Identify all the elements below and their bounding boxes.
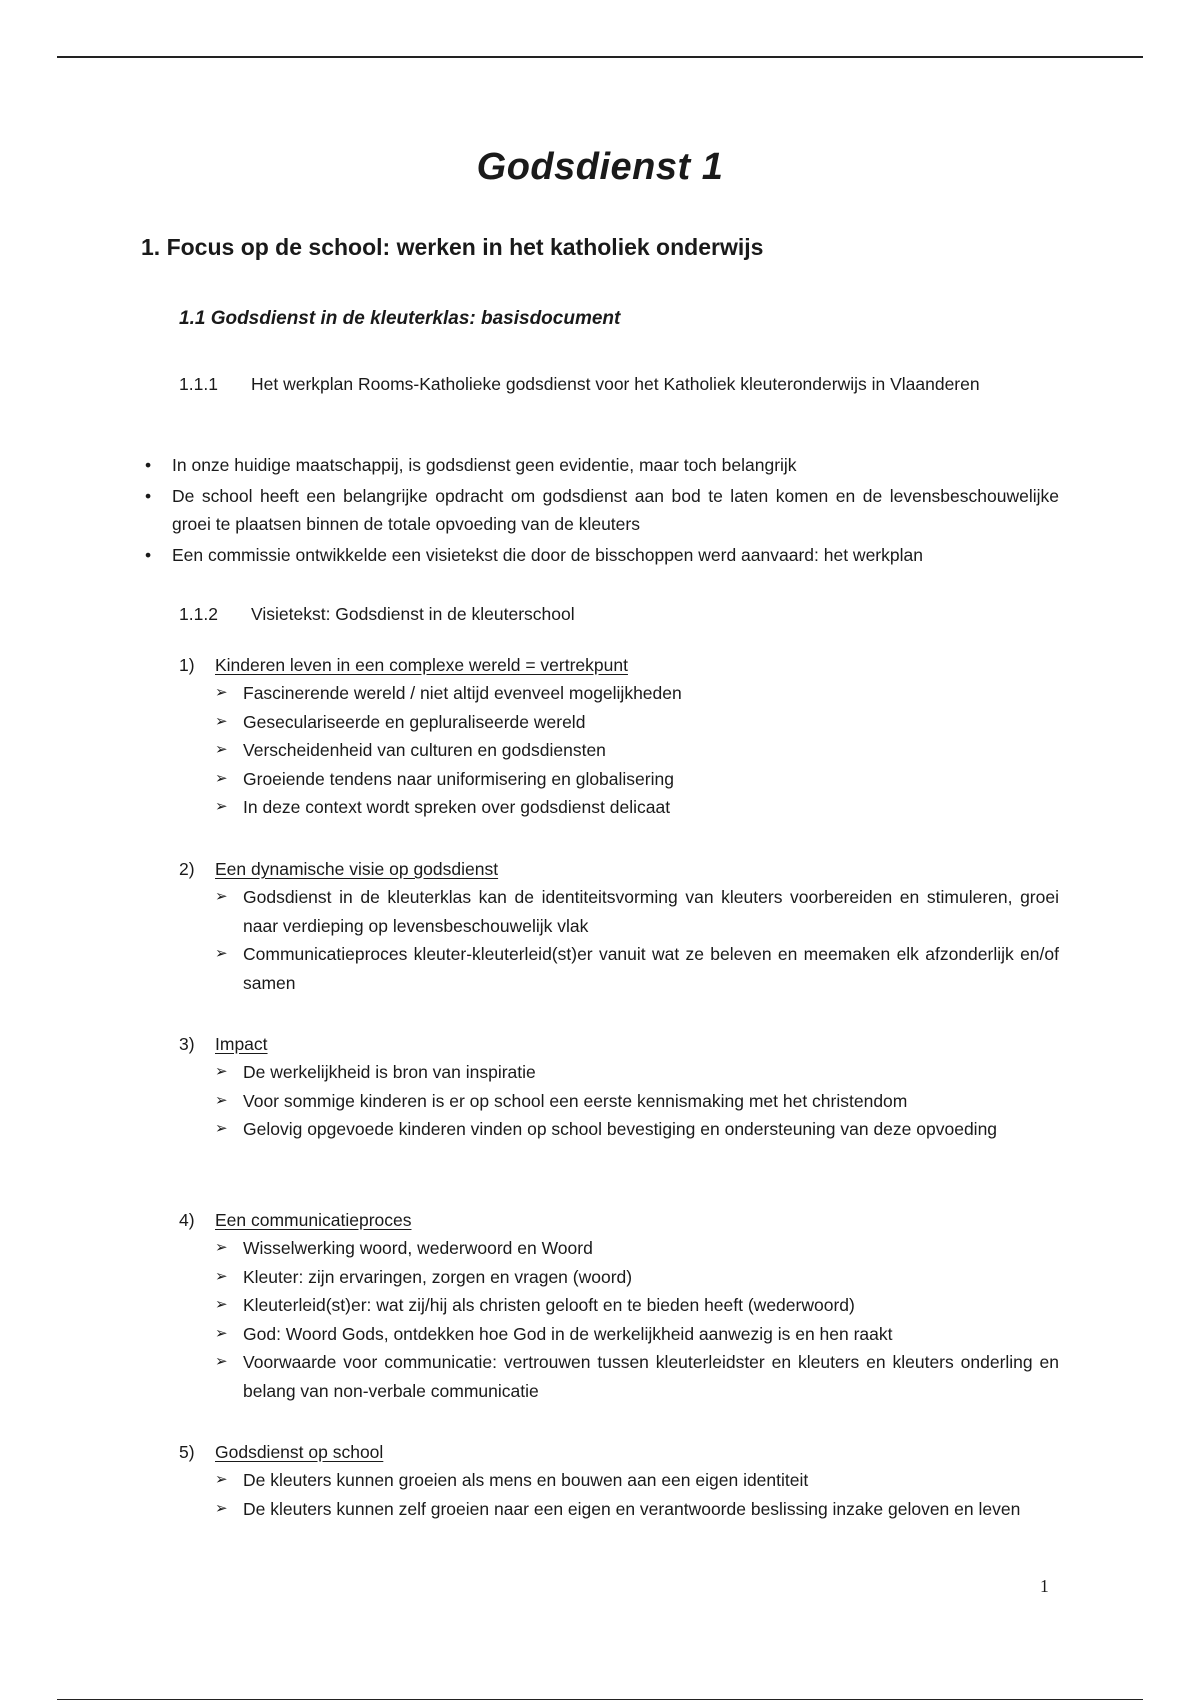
section-title: Een communicatieproces <box>215 1210 412 1230</box>
section-3 <box>179 1030 1059 1144</box>
list-item: ➢ Kleuter: zijn ervaringen, zorgen en vragen (woord) <box>179 1263 1059 1292</box>
page-number: 1 <box>1040 1576 1049 1596</box>
arrowhead-bullet-icon: ➢ <box>215 1499 228 1517</box>
arrowhead-bullet-icon: ➢ <box>215 1471 228 1488</box>
section-title: Een dynamische visie op godsdienst <box>215 859 499 879</box>
heading-1-1-1 <box>179 370 1059 398</box>
page-title: Godsdienst 1 <box>476 146 724 188</box>
section-heading <box>179 1030 1059 1058</box>
section-title: Impact <box>215 1034 268 1054</box>
arrowhead-bullet-icon: ➢ <box>215 684 228 701</box>
list-item: ➢ Verscheidenheid van culturen en godsdiensten <box>179 736 1059 765</box>
bullet-dot-icon: • <box>145 545 152 565</box>
arrowhead-bullet-icon: ➢ <box>215 1353 228 1370</box>
arrow-list <box>179 679 1059 822</box>
arrowhead-bullet-icon: ➢ <box>215 1267 228 1285</box>
arrowhead-bullet-icon: ➢ <box>215 945 228 962</box>
section-number: 5) <box>179 1442 195 1462</box>
list-item: ➢ Communicatieproces kleuter-kleuterleid(st)er vanuit wat ze beleven en meemaken elk afzonderlijk en/of samen <box>179 940 1059 997</box>
arrow-list <box>179 1058 1059 1144</box>
arrowhead-bullet-icon: ➢ <box>215 1239 228 1256</box>
section-number: 1) <box>179 655 195 675</box>
section-number: 3) <box>179 1034 195 1054</box>
list-item: ➢ Voorwaarde voor communicatie: vertrouwen tussen kleuterleidster en kleuters en kleuters onderling en belang van non-verbale communicatie <box>179 1348 1059 1405</box>
arrow-list <box>179 1466 1059 1523</box>
heading-1-1-2-number: 1.1.2 <box>179 604 218 624</box>
list-item: ➢ God: Woord Gods, ontdekken hoe God in de werkelijkheid aanwezig is en hen raakt <box>179 1320 1059 1349</box>
list-item: ➢ Fascinerende wereld / niet altijd evenveel mogelijkheden <box>179 679 1059 708</box>
heading-1-1: 1.1 Godsdienst in de kleuterklas: basisdocument <box>179 308 621 329</box>
bullet-dot-icon: • <box>145 486 152 506</box>
heading-1-1-2-text: Visietekst: Godsdienst in de kleuterschool <box>251 604 575 624</box>
section-heading <box>179 855 1059 883</box>
arrowhead-bullet-icon: ➢ <box>215 1063 228 1080</box>
section-title: Kinderen leven in een complexe wereld = vertrekpunt <box>215 655 628 675</box>
arrowhead-bullet-icon: ➢ <box>215 798 228 815</box>
arrowhead-bullet-icon: ➢ <box>215 1296 228 1313</box>
arrow-list <box>179 883 1059 997</box>
list-item: ➢ In deze context wordt spreken over godsdienst delicaat <box>179 793 1059 822</box>
bullet-list <box>141 451 1059 572</box>
list-item: ➢ Geseculariseerde en gepluraliseerde wereld <box>179 708 1059 737</box>
section-4 <box>179 1206 1059 1405</box>
bullet-item: • In onze huidige maatschappij, is godsdienst geen evidentie, maar toch belangrijk <box>141 451 1059 479</box>
list-item: ➢ Voor sommige kinderen is er op school een eerste kennismaking met het christendom <box>179 1087 1059 1116</box>
section-number: 4) <box>179 1210 195 1230</box>
section-2 <box>179 855 1059 997</box>
section-5 <box>179 1438 1059 1523</box>
header-rule <box>57 56 1143 58</box>
arrowhead-bullet-icon: ➢ <box>215 1120 228 1137</box>
bullet-dot-icon: • <box>145 455 152 475</box>
list-item: ➢ Godsdienst in de kleuterklas kan de identiteitsvorming van kleuters voorbereiden en stimuleren, groei naar verdieping op levensbeschouwelijk vlak <box>179 883 1059 940</box>
heading-1-1-2 <box>179 600 1059 628</box>
list-item: ➢ De kleuters kunnen zelf groeien naar een eigen en verantwoorde beslissing inzake geloven en leven <box>179 1495 1059 1524</box>
section-number: 2) <box>179 859 195 879</box>
bullet-item: • Een commissie ontwikkelde een visietekst die door de bisschoppen werd aanvaard: het werkplan <box>141 541 1059 569</box>
arrowhead-bullet-icon: ➢ <box>215 712 228 730</box>
section-heading <box>179 1438 1059 1466</box>
heading-1-1-1-number: 1.1.1 <box>179 374 218 394</box>
list-item: ➢ Groeiende tendens naar uniformisering en globalisering <box>179 765 1059 794</box>
section-heading <box>179 651 1059 679</box>
section-1 <box>179 651 1059 822</box>
heading-1: 1. Focus op de school: werken in het katholiek onderwijs <box>141 234 764 260</box>
list-item: ➢ Kleuterleid(st)er: wat zij/hij als christen gelooft en te bieden heeft (wederwoord) <box>179 1291 1059 1320</box>
section-heading <box>179 1206 1059 1234</box>
arrowhead-bullet-icon: ➢ <box>215 769 228 787</box>
list-item: ➢ De kleuters kunnen groeien als mens en bouwen aan een eigen identiteit <box>179 1466 1059 1495</box>
arrowhead-bullet-icon: ➢ <box>215 741 228 758</box>
arrowhead-bullet-icon: ➢ <box>215 888 228 905</box>
list-item: ➢ Wisselwerking woord, wederwoord en Woord <box>179 1234 1059 1263</box>
arrow-list <box>179 1234 1059 1405</box>
list-item: ➢ Gelovig opgevoede kinderen vinden op school bevestiging en ondersteuning van deze opvoeding <box>179 1115 1059 1144</box>
bullet-item: • De school heeft een belangrijke opdracht om godsdienst aan bod te laten komen en de levensbeschouwelijke groei te plaatsen binnen de totale opvoeding van de kleuters <box>141 482 1059 538</box>
list-item: ➢ De werkelijkheid is bron van inspiratie <box>179 1058 1059 1087</box>
arrowhead-bullet-icon: ➢ <box>215 1324 228 1342</box>
section-title: Godsdienst op school <box>215 1442 384 1462</box>
arrowhead-bullet-icon: ➢ <box>215 1091 228 1109</box>
heading-1-1-1-text: Het werkplan Rooms-Katholieke godsdienst voor het Katholiek kleuteronderwijs in Vlaanderen <box>251 374 980 394</box>
